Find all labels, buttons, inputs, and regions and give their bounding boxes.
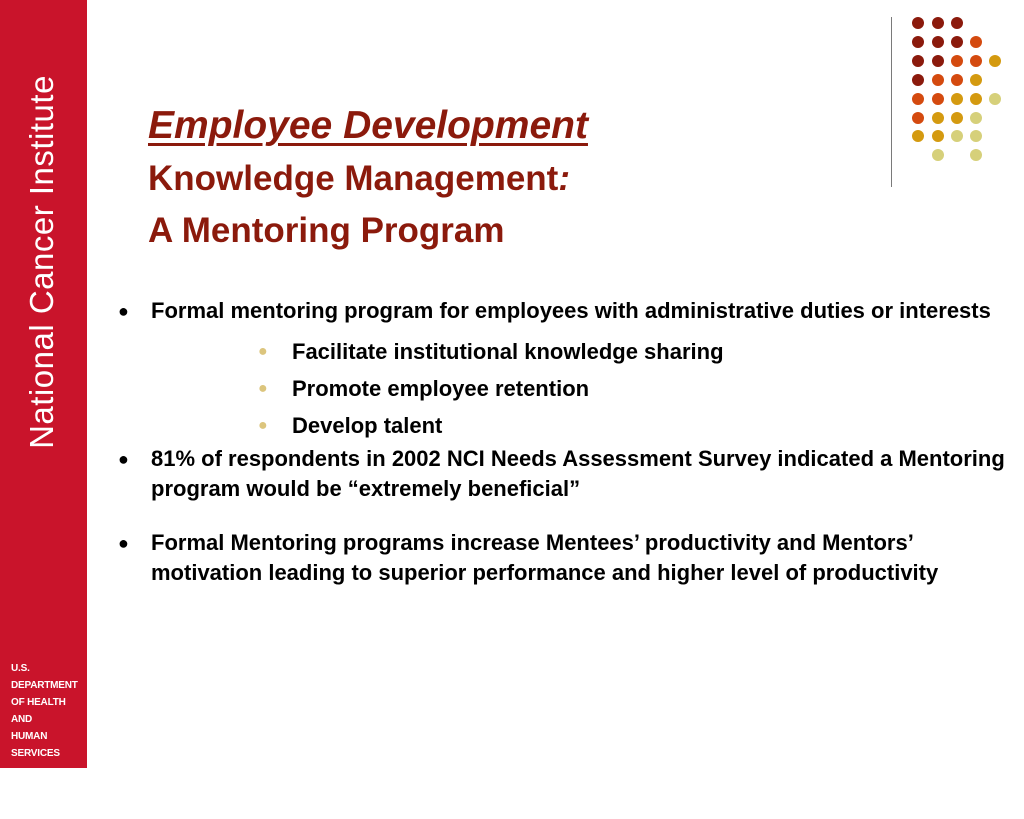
dot bbox=[912, 36, 924, 48]
dot bbox=[970, 74, 982, 86]
dept-line: HUMAN SERVICES bbox=[11, 731, 60, 759]
bullet-item bbox=[110, 444, 1015, 504]
dot bbox=[951, 112, 963, 124]
bullet-icon: ● bbox=[118, 301, 129, 321]
dot bbox=[951, 130, 963, 142]
sub-bullet-item bbox=[110, 333, 1015, 370]
dot bbox=[912, 93, 924, 105]
org-name: National Cancer Institute bbox=[23, 75, 60, 449]
bullet-list bbox=[110, 296, 1015, 588]
dot bbox=[912, 112, 924, 124]
dot bbox=[932, 130, 944, 142]
dot bbox=[970, 93, 982, 105]
dot bbox=[951, 55, 963, 67]
bullet-icon: ● bbox=[118, 533, 129, 553]
dot bbox=[932, 55, 944, 67]
dot bbox=[932, 74, 944, 86]
dot bbox=[932, 36, 944, 48]
dot bbox=[912, 17, 924, 29]
dot bbox=[951, 17, 963, 29]
dot bbox=[951, 36, 963, 48]
bullet-text: 81% of respondents in 2002 NCI Needs Assessment Survey indicated a Mentoring program would be “extremely beneficial” bbox=[151, 446, 1005, 501]
slide-subtitle bbox=[148, 159, 570, 199]
dot bbox=[970, 36, 982, 48]
dot bbox=[932, 93, 944, 105]
sub-bullet-text: Develop talent bbox=[292, 413, 443, 438]
nih-line: National Institutes bbox=[11, 771, 54, 799]
dot bbox=[989, 55, 1001, 67]
hhs-nih-logo bbox=[11, 660, 85, 819]
dot bbox=[912, 130, 924, 142]
bullet-icon: ● bbox=[118, 449, 129, 469]
divider-line bbox=[891, 17, 892, 187]
bullet-text: Formal mentoring program for employees with administrative duties or interests bbox=[151, 298, 991, 323]
dot bbox=[970, 55, 982, 67]
sub-bullet-icon: ● bbox=[258, 343, 268, 360]
sub-bullet-item bbox=[110, 407, 1015, 444]
sub-bullet-icon: ● bbox=[258, 380, 268, 397]
dot bbox=[970, 130, 982, 142]
dot bbox=[932, 149, 944, 161]
slide-title: Employee Development bbox=[148, 104, 588, 147]
sub-bullet-icon: ● bbox=[258, 417, 268, 434]
slide-subtitle-2: A Mentoring Program bbox=[148, 211, 505, 250]
dot bbox=[970, 112, 982, 124]
bullet-text: Formal Mentoring programs increase Mentees’ productivity and Mentors’ motivation leading to superior performance and higher level of productivity bbox=[151, 530, 939, 585]
nih-line: of Health bbox=[11, 805, 52, 816]
dot bbox=[989, 93, 1001, 105]
dot bbox=[951, 93, 963, 105]
dot bbox=[932, 112, 944, 124]
subtitle-text: Knowledge Management bbox=[148, 159, 559, 198]
dot bbox=[912, 74, 924, 86]
sub-bullet-text: Facilitate institutional knowledge sharing bbox=[292, 339, 724, 364]
dept-line: OF HEALTH AND bbox=[11, 697, 66, 725]
sub-bullet-item bbox=[110, 370, 1015, 407]
dot bbox=[932, 17, 944, 29]
dot bbox=[970, 149, 982, 161]
sub-bullet-text: Promote employee retention bbox=[292, 376, 590, 401]
dot bbox=[912, 55, 924, 67]
dot bbox=[951, 74, 963, 86]
subtitle-colon: : bbox=[558, 159, 570, 198]
dept-line: U.S. DEPARTMENT bbox=[11, 663, 78, 691]
bullet-item bbox=[110, 296, 1015, 326]
bullet-item bbox=[110, 528, 1015, 588]
